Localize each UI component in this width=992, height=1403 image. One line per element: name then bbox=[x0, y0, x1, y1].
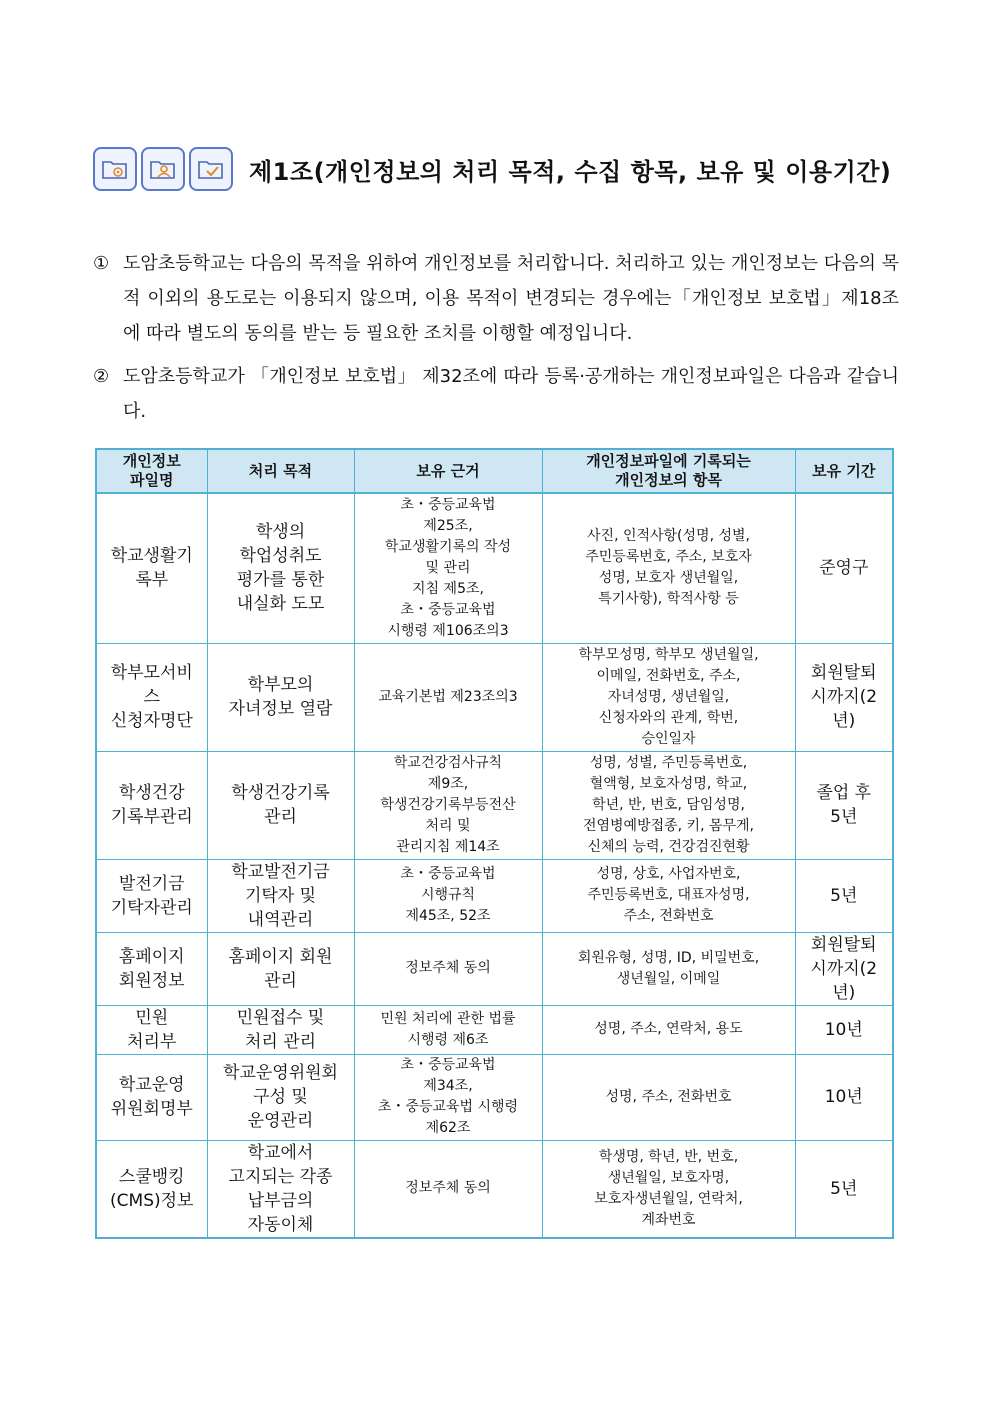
cell-items: 사진, 인적사항(성명, 성별, 주민등록번호, 주소, 보호자 성명, 보호자 생년월일, 특기사항), 학적사항 등 bbox=[542, 493, 795, 643]
cell-purpose: 홈페이지 회원 관리 bbox=[207, 932, 354, 1005]
cell-legal-basis: 초・중등교육법 제34조, 초・중등교육법 시행령 제62조 bbox=[354, 1054, 542, 1140]
section-header bbox=[93, 147, 891, 191]
cell-items: 성명, 주소, 연락처, 용도 bbox=[542, 1005, 795, 1054]
cell-items: 성명, 주소, 전화번호 bbox=[542, 1054, 795, 1140]
cell-purpose: 학교운영위원회 구성 및 운영관리 bbox=[207, 1054, 354, 1140]
cell-items: 학생명, 학년, 반, 번호, 생년월일, 보호자명, 보호자생년월일, 연락처, 계좌번호 bbox=[542, 1140, 795, 1238]
header-file-name: 개인정보 파일명 bbox=[96, 449, 207, 493]
paragraph-1 bbox=[93, 246, 899, 351]
cell-legal-basis: 초・중등교육법 시행규칙 제45조, 52조 bbox=[354, 859, 542, 932]
paragraph-number: ② bbox=[93, 366, 110, 387]
cell-retention: 10년 bbox=[795, 1005, 893, 1054]
cell-items: 회원유형, 성명, ID, 비밀번호, 생년월일, 이메일 bbox=[542, 932, 795, 1005]
cell-file-name: 학교생활기 록부 bbox=[96, 493, 207, 643]
header-purpose: 처리 목적 bbox=[207, 449, 354, 493]
cell-legal-basis: 초・중등교육법 제25조, 학교생활기록의 작성 및 관리 지침 제5조, 초・중등교육법 시행령 제106조의3 bbox=[354, 493, 542, 643]
header-retention: 보유 기간 bbox=[795, 449, 893, 493]
cell-purpose: 민원접수 및 처리 관리 bbox=[207, 1005, 354, 1054]
cell-items: 학부모성명, 학부모 생년월일, 이메일, 전화번호, 주소, 자녀성명, 생년월일, 신청자와의 관계, 학번, 승인일자 bbox=[542, 643, 795, 751]
cell-purpose: 학생의 학업성취도 평가를 통한 내실화 도모 bbox=[207, 493, 354, 643]
table-row bbox=[96, 859, 893, 932]
paragraph-2 bbox=[93, 359, 899, 429]
personal-info-file-table bbox=[95, 448, 894, 1239]
table-row bbox=[96, 643, 893, 751]
cell-retention: 5년 bbox=[795, 859, 893, 932]
folder-check-icon bbox=[189, 147, 233, 191]
cell-legal-basis: 교육기본법 제23조의3 bbox=[354, 643, 542, 751]
cell-retention: 5년 bbox=[795, 1140, 893, 1238]
paragraph-text: 도암초등학교는 다음의 목적을 위하여 개인정보를 처리합니다. 처리하고 있는 개인정보는 다음의 목적 이외의 용도로는 이용되지 않으며, 이용 목적이 변경되는 경우에는「개인정보 보호법」제18조에 따라 별도의 동의를 받는 등 필요한 조치를 이행할 예정입니다. bbox=[123, 253, 899, 344]
cell-retention: 졸업 후 5년 bbox=[795, 751, 893, 859]
cell-purpose: 학부모의 자녀정보 열람 bbox=[207, 643, 354, 751]
cell-legal-basis: 학교건강검사규칙 제9조, 학생건강기록부등전산 처리 및 관리지침 제14조 bbox=[354, 751, 542, 859]
cell-legal-basis: 민원 처리에 관한 법률 시행령 제6조 bbox=[354, 1005, 542, 1054]
cell-legal-basis: 정보주체 동의 bbox=[354, 1140, 542, 1238]
table-row bbox=[96, 1005, 893, 1054]
section-title: 제1조(개인정보의 처리 목적, 수집 항목, 보유 및 이용기간) bbox=[249, 157, 892, 186]
cell-file-name: 학생건강 기록부관리 bbox=[96, 751, 207, 859]
paragraph-text: 도암초등학교가 「개인정보 보호법」 제32조에 따라 등록·공개하는 개인정보파일은 다음과 같습니다. bbox=[123, 366, 899, 422]
table-row bbox=[96, 751, 893, 859]
cell-file-name: 스쿨뱅킹 (CMS)정보 bbox=[96, 1140, 207, 1238]
header-items: 개인정보파일에 기록되는 개인정보의 항목 bbox=[542, 449, 795, 493]
cell-purpose: 학교에서 고지되는 각종 납부금의 자동이체 bbox=[207, 1140, 354, 1238]
cell-purpose: 학교발전기금 기탁자 및 내역관리 bbox=[207, 859, 354, 932]
cell-purpose: 학생건강기록 관리 bbox=[207, 751, 354, 859]
table-row bbox=[96, 493, 893, 643]
cell-legal-basis: 정보주체 동의 bbox=[354, 932, 542, 1005]
cell-retention: 준영구 bbox=[795, 493, 893, 643]
cell-items: 성명, 상호, 사업자번호, 주민등록번호, 대표자성명, 주소, 전화번호 bbox=[542, 859, 795, 932]
folder-settings-icon bbox=[93, 147, 137, 191]
cell-file-name: 학교운영 위원회명부 bbox=[96, 1054, 207, 1140]
cell-file-name: 홈페이지 회원정보 bbox=[96, 932, 207, 1005]
table-row bbox=[96, 1054, 893, 1140]
cell-file-name: 발전기금 기탁자관리 bbox=[96, 859, 207, 932]
folder-user-icon bbox=[141, 147, 185, 191]
cell-file-name: 학부모서비 스 신청자명단 bbox=[96, 643, 207, 751]
header-legal-basis: 보유 근거 bbox=[354, 449, 542, 493]
cell-retention: 회원탈퇴 시까지(2 년) bbox=[795, 932, 893, 1005]
cell-retention: 10년 bbox=[795, 1054, 893, 1140]
table-row bbox=[96, 932, 893, 1005]
table-row bbox=[96, 1140, 893, 1238]
cell-file-name: 민원 처리부 bbox=[96, 1005, 207, 1054]
cell-items: 성명, 성별, 주민등록번호, 혈액형, 보호자성명, 학교, 학년, 반, 번호, 담임성명, 전염병예방접종, 키, 몸무게, 신체의 능력, 건강검진현황 bbox=[542, 751, 795, 859]
paragraph-number: ① bbox=[93, 253, 110, 274]
table-header-row bbox=[96, 449, 893, 493]
cell-retention: 회원탈퇴 시까지(2 년) bbox=[795, 643, 893, 751]
